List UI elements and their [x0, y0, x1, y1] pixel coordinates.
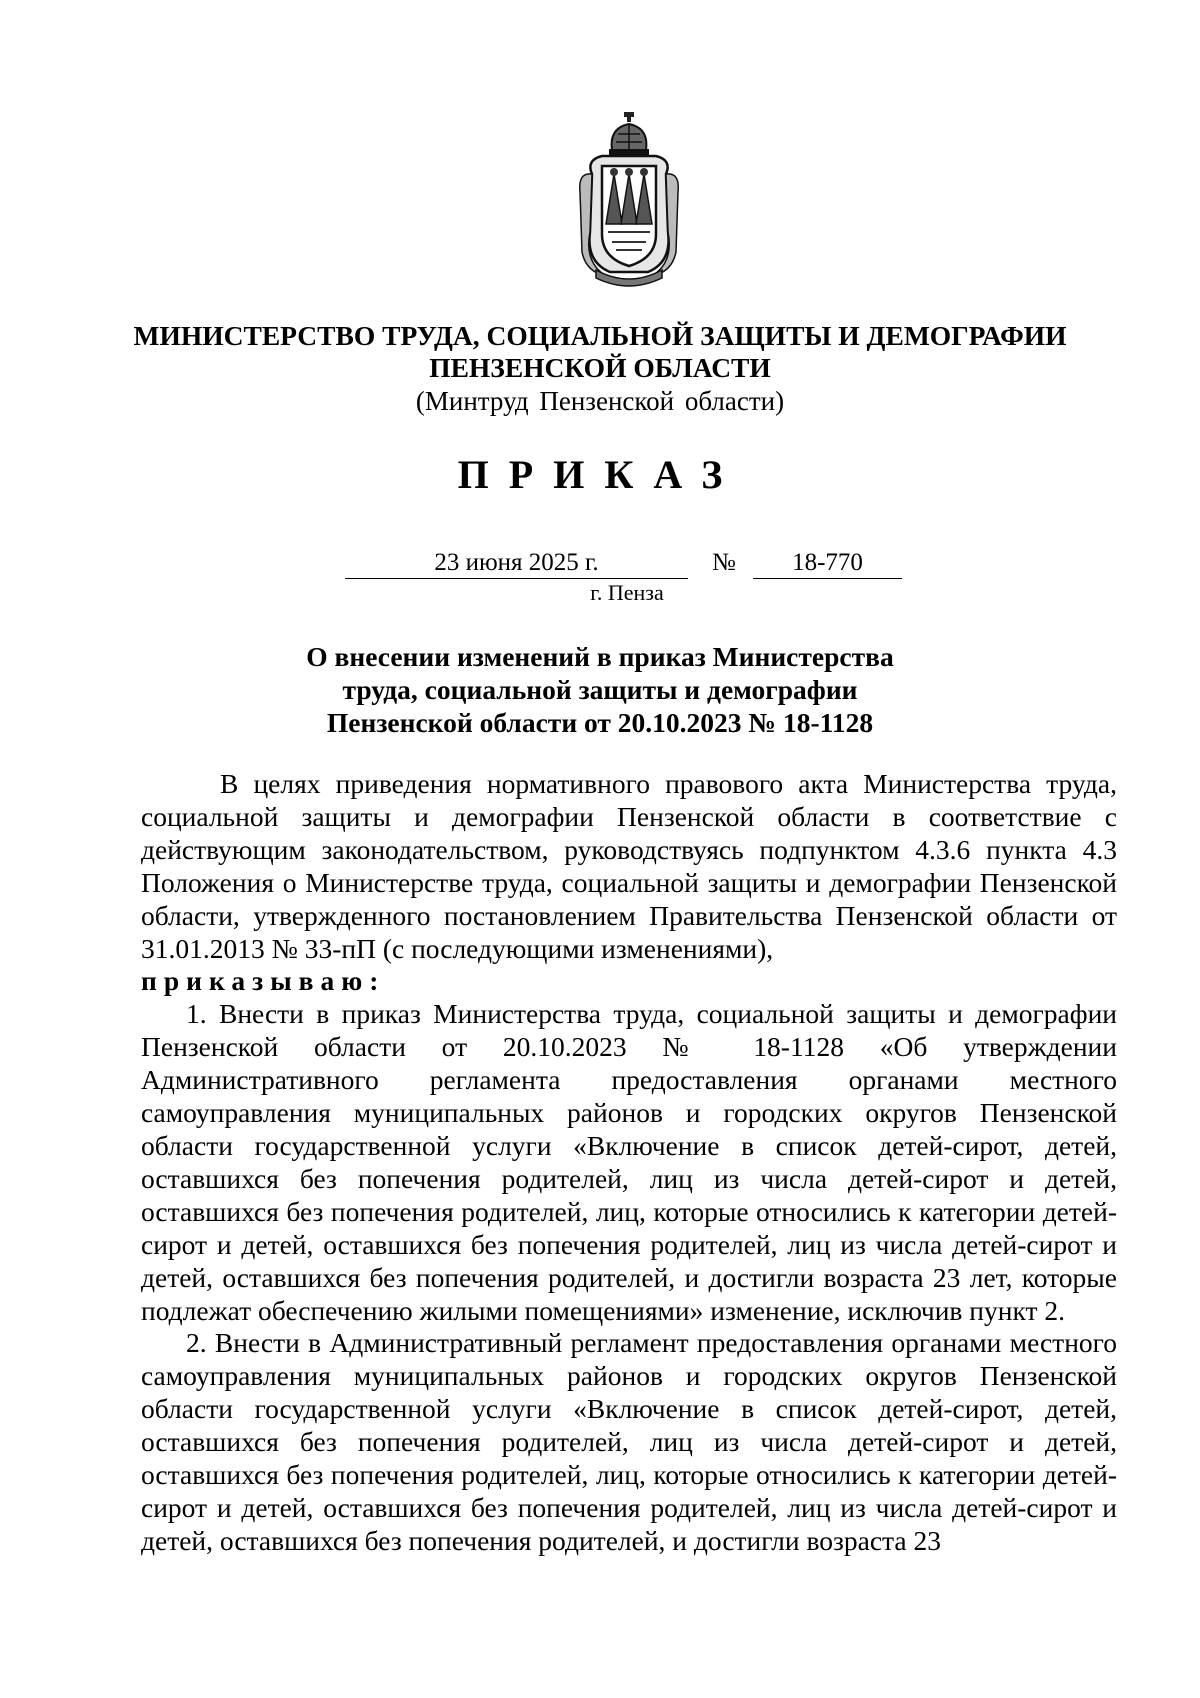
ministry-short-name: (Минтруд Пензенской области): [415, 386, 785, 416]
document-title: ПРИКАЗ: [457, 452, 743, 497]
order-subject: [0, 640, 1200, 739]
preamble-paragraph: В целях приведения нормативного правового акта Министерства труда, социальной защиты и демографии Пензенской области в соответствие с действующим законодательством, руководствуясь подпунктом 4.3.6 пункта 4.3 Положения о Министерстве труда, социальной защиты и демографии Пензенской области, утвержденного постановлением Правительства Пензенской области от 31.01.2013 № 33-пП (с последующими изменениями),: [141, 768, 1117, 964]
item-2-paragraph: 2. Внести в Административный регламент предоставления органами местного самоуправления муниципальных районов и городских округов Пензенской области государственной услуги «Включение в список детей-сирот, детей, оставшихся без попечения родителей, лиц из числа детей-сирот и детей, оставшихся без попечения родителей, лиц, которые относились к категории детей-сирот и детей, оставшихся без попечения родителей, лиц из числа детей-сирот и детей, оставшихся без попечения родителей, и достигли возраста 23: [141, 1327, 1117, 1556]
order-word: приказываю:: [141, 965, 386, 997]
order-word-paragraph: [141, 965, 1117, 998]
order-body: [141, 768, 1117, 1558]
ministry-name-line2: ПЕНЗЕНСКОЙ ОБЛАСТИ: [429, 352, 771, 383]
item-1-paragraph: 1. Внести в приказ Министерства труда, социальной защиты и демографии Пензенской области от 20.10.2023 № 18-1128 «Об утверждении Административного регламента предоставления органами местного самоуправления муниципальных районов и городских округов Пензенской области государственной услуги «Включение в список детей-сирот, детей, оставшихся без попечения родителей, лиц из числа детей-сирот и детей, оставшихся без попечения родителей, лиц, которые относились к категории детей-сирот и детей, оставшихся без попечения родителей, лиц из числа детей-сирот и детей, оставшихся без попечения родителей, и достигли возраста 23 лет, которые подлежат обеспечению жилыми помещениями» изменение, исключив пункт 2.: [141, 998, 1117, 1326]
subject-line3: Пензенской области от 20.10.2023 № 18-1128: [326, 707, 874, 738]
order-number: 18-770: [753, 548, 902, 579]
subject-line1: О внесении изменений в приказ Министерства: [306, 641, 894, 672]
ministry-name-line1: МИНИСТЕРСТВО ТРУДА, СОЦИАЛЬНОЙ ЗАЩИТЫ И ДЕМОГРАФИИ: [133, 320, 1067, 351]
order-date: 23 июня 2025 г.: [345, 548, 688, 579]
number-sign: №: [712, 549, 736, 576]
coat-of-arms-icon: [576, 112, 682, 288]
issue-city: г. Пенза: [590, 580, 664, 605]
subject-line2: труда, социальной защиты и демографии: [342, 674, 858, 705]
